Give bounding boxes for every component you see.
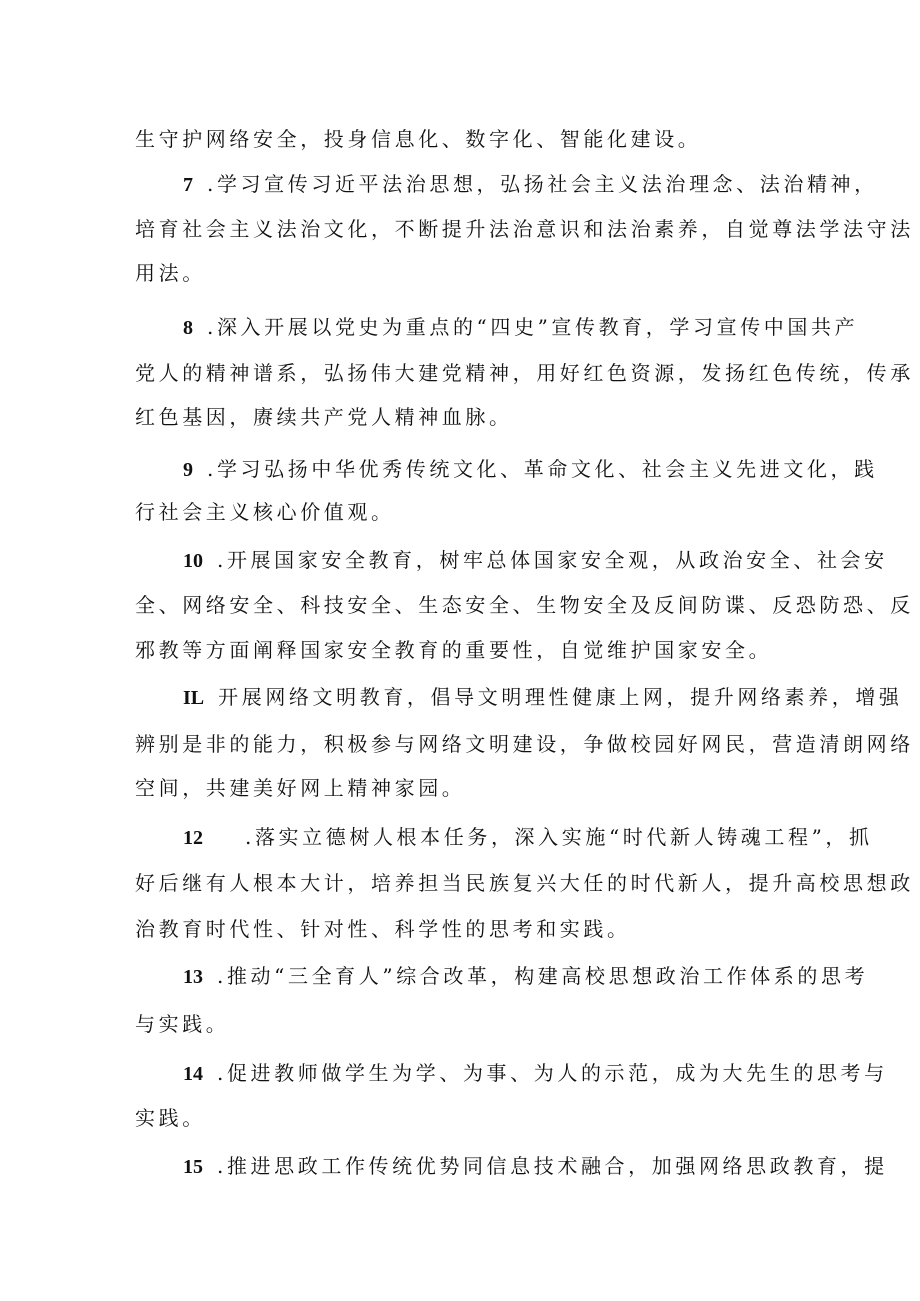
text-line: 实践。 bbox=[135, 1106, 206, 1130]
text-line: 红色基因，赓续共产党人精神血脉。 bbox=[135, 405, 513, 429]
item-number: 14 bbox=[183, 1063, 203, 1085]
list-item-7: 7 .学习宣传习近平法治思想，弘扬社会主义法治理念、法治精神， bbox=[183, 172, 878, 196]
text-line: 用法。 bbox=[135, 261, 206, 285]
list-item-13: 13 .推动“三全育人”综合改革，构建高校思想政治工作体系的思考 bbox=[183, 964, 869, 988]
item-number: IL bbox=[183, 687, 205, 709]
list-item-8: 8 .深入开展以党史为重点的“四史”宣传教育，学习宣传中国共产 bbox=[183, 315, 859, 339]
item-number: 7 bbox=[183, 174, 193, 196]
item-number: 8 bbox=[183, 317, 193, 339]
item-number: 9 bbox=[183, 459, 193, 481]
list-item-9: 9 .学习弘扬中华优秀传统文化、革命文化、社会主义先进文化，践 bbox=[183, 457, 878, 481]
text-line: 全、网络安全、科技安全、生态安全、生物安全及反间防谍、反恐防恐、反 bbox=[135, 593, 914, 617]
text-line: 治教育时代性、针对性、科学性的思考和实践。 bbox=[135, 917, 631, 941]
text-line: 与实践。 bbox=[135, 1012, 230, 1036]
text-line: 辨别是非的能力，积极参与网络文明建设，争做校园好网民，营造清朗网络 bbox=[135, 732, 914, 756]
text-line: 邪教等方面阐释国家安全教育的重要性，自觉维护国家安全。 bbox=[135, 638, 773, 662]
text-line: 行社会主义核心价值观。 bbox=[135, 500, 395, 524]
list-item-12: 12 .落实立德树人根本任务，深入实施“时代新人铸魂工程”，抓 bbox=[183, 825, 873, 849]
item-number: 13 bbox=[183, 966, 203, 988]
text-line: 空间，共建美好网上精神家园。 bbox=[135, 776, 466, 800]
list-item-14: 14 .促进教师做学生为学、为事、为人的示范，成为大先生的思考与 bbox=[183, 1061, 888, 1085]
list-item-11: IL 开展网络文明教育，倡导文明理性健康上网，提升网络素养，增强 bbox=[183, 685, 903, 709]
list-item-10: 10 .开展国家安全教育，树牢总体国家安全观，从政治安全、社会安 bbox=[183, 548, 888, 572]
text-line: 培育社会主义法治文化，不断提升法治意识和法治素养，自觉尊法学法守法 bbox=[135, 217, 914, 241]
list-item-15: 15 .推进思政工作传统优势同信息技术融合，加强网络思政教育，提 bbox=[183, 1154, 888, 1178]
item-number: 12 bbox=[183, 827, 203, 849]
text-line: 生守护网络安全，投身信息化、数字化、智能化建设。 bbox=[135, 127, 702, 151]
text-line: 党人的精神谱系，弘扬伟大建党精神，用好红色资源，发扬红色传统，传承 bbox=[135, 361, 914, 385]
text-line: 好后继有人根本大计，培养担当民族复兴大任的时代新人，提升高校思想政 bbox=[135, 871, 914, 895]
item-number: 15 bbox=[183, 1156, 203, 1178]
item-number: 10 bbox=[183, 550, 203, 572]
